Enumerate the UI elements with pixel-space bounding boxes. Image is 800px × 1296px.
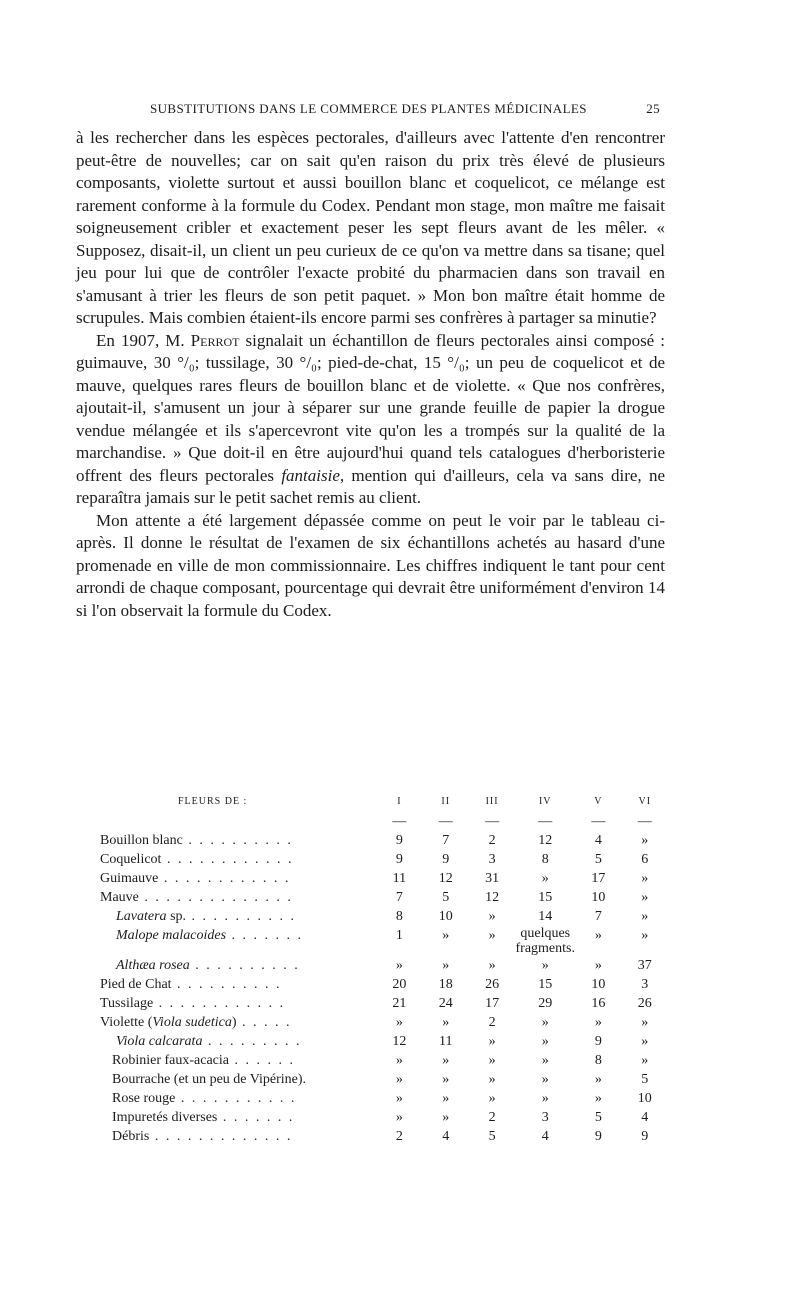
table-row: [100, 831, 668, 850]
cell: »: [488, 1053, 496, 1068]
cell: 12: [438, 871, 453, 886]
cell: »: [541, 1053, 549, 1068]
cell: »: [594, 958, 602, 973]
cell: »: [641, 1053, 649, 1068]
cell: »: [641, 833, 649, 848]
cell: 2: [488, 833, 496, 848]
cell: 7: [395, 890, 403, 905]
cell: 18: [438, 977, 453, 992]
composition-table: [100, 790, 668, 1146]
author-name: Perrot: [190, 330, 240, 350]
cell: 5: [594, 1110, 602, 1125]
cell: 10: [438, 909, 453, 924]
column-header: IV: [538, 795, 552, 807]
table-row: [100, 994, 668, 1013]
body-text: [76, 127, 665, 622]
cell: 9: [395, 833, 403, 848]
row-label: Tussilage . . . . . . . . . . . .: [100, 996, 286, 1011]
cell: 12: [485, 890, 500, 905]
cell: 11: [392, 871, 407, 886]
cell: »: [594, 1015, 602, 1030]
paragraph-2-end: , mention qui d'ailleurs, cela va sans dire, ne reparaîtra jamais sur le petit sachet remis au client.: [76, 465, 665, 507]
cell: »: [442, 1091, 450, 1106]
table-dash-row: [100, 812, 668, 831]
cell: »: [395, 1110, 403, 1125]
table-row: [100, 1013, 668, 1032]
row-label: Impuretés diverses . . . . . . .: [112, 1110, 295, 1125]
row-label: Viola calcarata . . . . . . . . .: [116, 1034, 302, 1049]
cell: 5: [442, 890, 450, 905]
cell: »: [442, 928, 450, 943]
cell: »: [641, 1015, 649, 1030]
table-row: [100, 1127, 668, 1146]
dash: —: [392, 814, 407, 829]
cell: 16: [591, 996, 606, 1011]
cell: 17: [591, 871, 606, 886]
paragraph-2: [76, 330, 665, 510]
italic-term: fantaisie: [281, 465, 340, 485]
cell: 10: [591, 977, 606, 992]
cell: »: [395, 1072, 403, 1087]
cell: »: [442, 1072, 450, 1087]
running-title: SUBSTITUTIONS DANS LE COMMERCE DES PLANTES MÉDICINALES: [150, 101, 587, 116]
dash: —: [538, 814, 553, 829]
table-row: [100, 850, 668, 869]
row-label: Bourrache (et un peu de Vipérine).: [112, 1072, 307, 1087]
cell: »: [488, 928, 496, 943]
cell: 15: [538, 977, 553, 992]
cell: »: [594, 928, 602, 943]
column-header: V: [594, 795, 603, 807]
dash: —: [591, 814, 606, 829]
cell: »: [442, 958, 450, 973]
cell: »: [541, 871, 549, 886]
table-row: [100, 926, 668, 956]
dash: —: [485, 814, 500, 829]
table-row: [100, 1032, 668, 1051]
row-label: Robinier faux-acacia . . . . . .: [112, 1053, 295, 1068]
cell: »: [395, 958, 403, 973]
row-label: Guimauve . . . . . . . . . . . .: [100, 871, 291, 886]
row-label: Althæa rosea . . . . . . . . . .: [116, 958, 300, 973]
cell: »: [641, 928, 649, 943]
cell: 2: [488, 1110, 496, 1125]
cell: 26: [485, 977, 500, 992]
table-row: [100, 869, 668, 888]
cell: 8: [541, 852, 549, 867]
cell: 4: [594, 833, 602, 848]
table-row: [100, 975, 668, 994]
cell: 8: [594, 1053, 602, 1068]
cell: 5: [594, 852, 602, 867]
cell: »: [395, 1091, 403, 1106]
cell: 3: [541, 1110, 549, 1125]
cell: 9: [641, 1129, 649, 1144]
row-label: Débris . . . . . . . . . . . . .: [112, 1129, 293, 1144]
cell: 8: [395, 909, 403, 924]
cell: »: [395, 1015, 403, 1030]
cell: 29: [538, 996, 553, 1011]
cell: »: [541, 1015, 549, 1030]
cell: 7: [594, 909, 602, 924]
table-header-row: [100, 790, 668, 812]
cell-continuation: fragments.: [515, 941, 575, 956]
cell: 3: [488, 852, 496, 867]
cell: »: [488, 958, 496, 973]
table-row: [100, 1089, 668, 1108]
row-label: Lavatera sp. . . . . . . . . . .: [116, 909, 297, 924]
running-header: [150, 101, 660, 125]
cell: »: [488, 1072, 496, 1087]
paragraph-3: Mon attente a été largement dépassée comme on peut le voir par le tableau ci-après. Il donne le résultat de l'examen de six échantillons achetés au hasard d'une promenade en ville de mon commissionnaire. Les chiffres indiquent le tant pour cent arrondi de chaque composant, pourcentage qui devrait être uniformément d'environ 14 si l'on observait la formule du Codex.: [76, 510, 665, 620]
cell: »: [541, 1072, 549, 1087]
cell: »: [442, 1110, 450, 1125]
cell: 12: [392, 1034, 407, 1049]
cell: 4: [442, 1129, 450, 1144]
cell: »: [594, 1091, 602, 1106]
cell: 17: [485, 996, 500, 1011]
cell: 12: [538, 833, 553, 848]
cell: 7: [442, 833, 450, 848]
paragraph-1: à les rechercher dans les espèces pectorales, d'ailleurs avec l'attente d'en rencontrer peut-être de nouvelles; car on sait qu'en raison du prix très élevé de plusieurs composants, violette surtout et aussi bouillon blanc et coquelicot, ce mélange est rarement conforme à la formule du Codex. Pendant mon stage, mon maître me faisait soigneusement cribler et exactement peser les sept fleurs avant de les mêler. « Supposez, disait-il, un client un peu curieux de ce qu'on va mettre dans sa tisane; quel jeu pour lui que de contrôler l'exacte probité du pharmacien dans son travail en s'amusant à trier les fleurs de son petit paquet. » Mon bon maître était homme de scrupules. Mais combien étaient-ils encore parmi ses confrères à partager sa minutie?: [76, 128, 665, 327]
cell: 2: [488, 1015, 496, 1030]
cell: 9: [442, 852, 450, 867]
table-header-label: FLEURS DE :: [178, 795, 248, 807]
cell: 26: [637, 996, 652, 1011]
cell: »: [488, 1034, 496, 1049]
table-row: [100, 907, 668, 926]
cell: 3: [641, 977, 649, 992]
column-header: I: [397, 795, 402, 807]
row-label: Coquelicot . . . . . . . . . . . .: [100, 852, 294, 867]
cell: »: [594, 1072, 602, 1087]
row-label: Pied de Chat . . . . . . . . . .: [100, 977, 282, 992]
row-label: Violette (Viola sudetica) . . . . .: [100, 1015, 292, 1030]
cell: 14: [538, 909, 553, 924]
cell: »: [442, 1053, 450, 1068]
cell: »: [641, 871, 649, 886]
cell: »: [641, 909, 649, 924]
cell: 9: [594, 1129, 602, 1144]
cell: 9: [395, 852, 403, 867]
column-header: III: [485, 795, 499, 807]
cell: 2: [395, 1129, 403, 1144]
cell: 20: [392, 977, 407, 992]
row-label: Rose rouge . . . . . . . . . . .: [112, 1091, 297, 1106]
column-header: VI: [638, 795, 652, 807]
cell: 24: [438, 996, 453, 1011]
table-row: [100, 956, 668, 975]
cell: 37: [637, 958, 652, 973]
column-header: II: [441, 795, 451, 807]
table-row: [100, 1051, 668, 1070]
row-label: Malope malacoides . . . . . . .: [116, 928, 304, 943]
cell: »: [488, 909, 496, 924]
cell: 1: [395, 928, 403, 943]
cell: 5: [641, 1072, 649, 1087]
cell: »: [395, 1053, 403, 1068]
cell: 4: [641, 1110, 649, 1125]
cell: 15: [538, 890, 553, 905]
table-row: [100, 1070, 668, 1089]
cell: 21: [392, 996, 407, 1011]
dash: —: [438, 814, 453, 829]
cell: 6: [641, 852, 649, 867]
row-label: Mauve . . . . . . . . . . . . . .: [100, 890, 293, 905]
cell: »: [442, 1015, 450, 1030]
cell: »: [541, 1034, 549, 1049]
cell: »: [541, 958, 549, 973]
page-number: 25: [646, 101, 660, 116]
paragraph-2-middle: signalait un échantillon de fleurs pectorales ainsi composé : guimauve, 30 °/₀; tussilage, 30 °/₀; pied-de-chat, 15 °/₀; un peu de coquelicot et de mauve, quelques rares fleurs de bouillon blanc et de violette. « Que nos confrères, ajoutait-il, s'amusent un jour à séparer sur une grande feuille de papier la drogue vendue mélangée et ils s'apercevront vite qu'on les a trompés sur la qualité de la marchandise. » Que doit-il en être aujourd'hui quand tels catalogues d'herboristerie offrent des fleurs pectorales: [76, 330, 666, 485]
cell: »: [641, 1034, 649, 1049]
cell: 11: [438, 1034, 453, 1049]
cell: 4: [541, 1129, 549, 1144]
dash: —: [637, 814, 652, 829]
cell: 10: [591, 890, 606, 905]
table-row: [100, 1108, 668, 1127]
table-row: [100, 888, 668, 907]
paragraph-2-start: En 1907, M.: [96, 330, 191, 350]
cell: quelques fragments.: [515, 926, 575, 956]
cell: »: [488, 1091, 496, 1106]
cell: 5: [488, 1129, 496, 1144]
cell: 31: [485, 871, 500, 886]
cell: »: [641, 890, 649, 905]
row-label: Bouillon blanc . . . . . . . . . .: [100, 833, 293, 848]
cell: »: [541, 1091, 549, 1106]
cell: 10: [637, 1091, 652, 1106]
cell: 9: [594, 1034, 602, 1049]
